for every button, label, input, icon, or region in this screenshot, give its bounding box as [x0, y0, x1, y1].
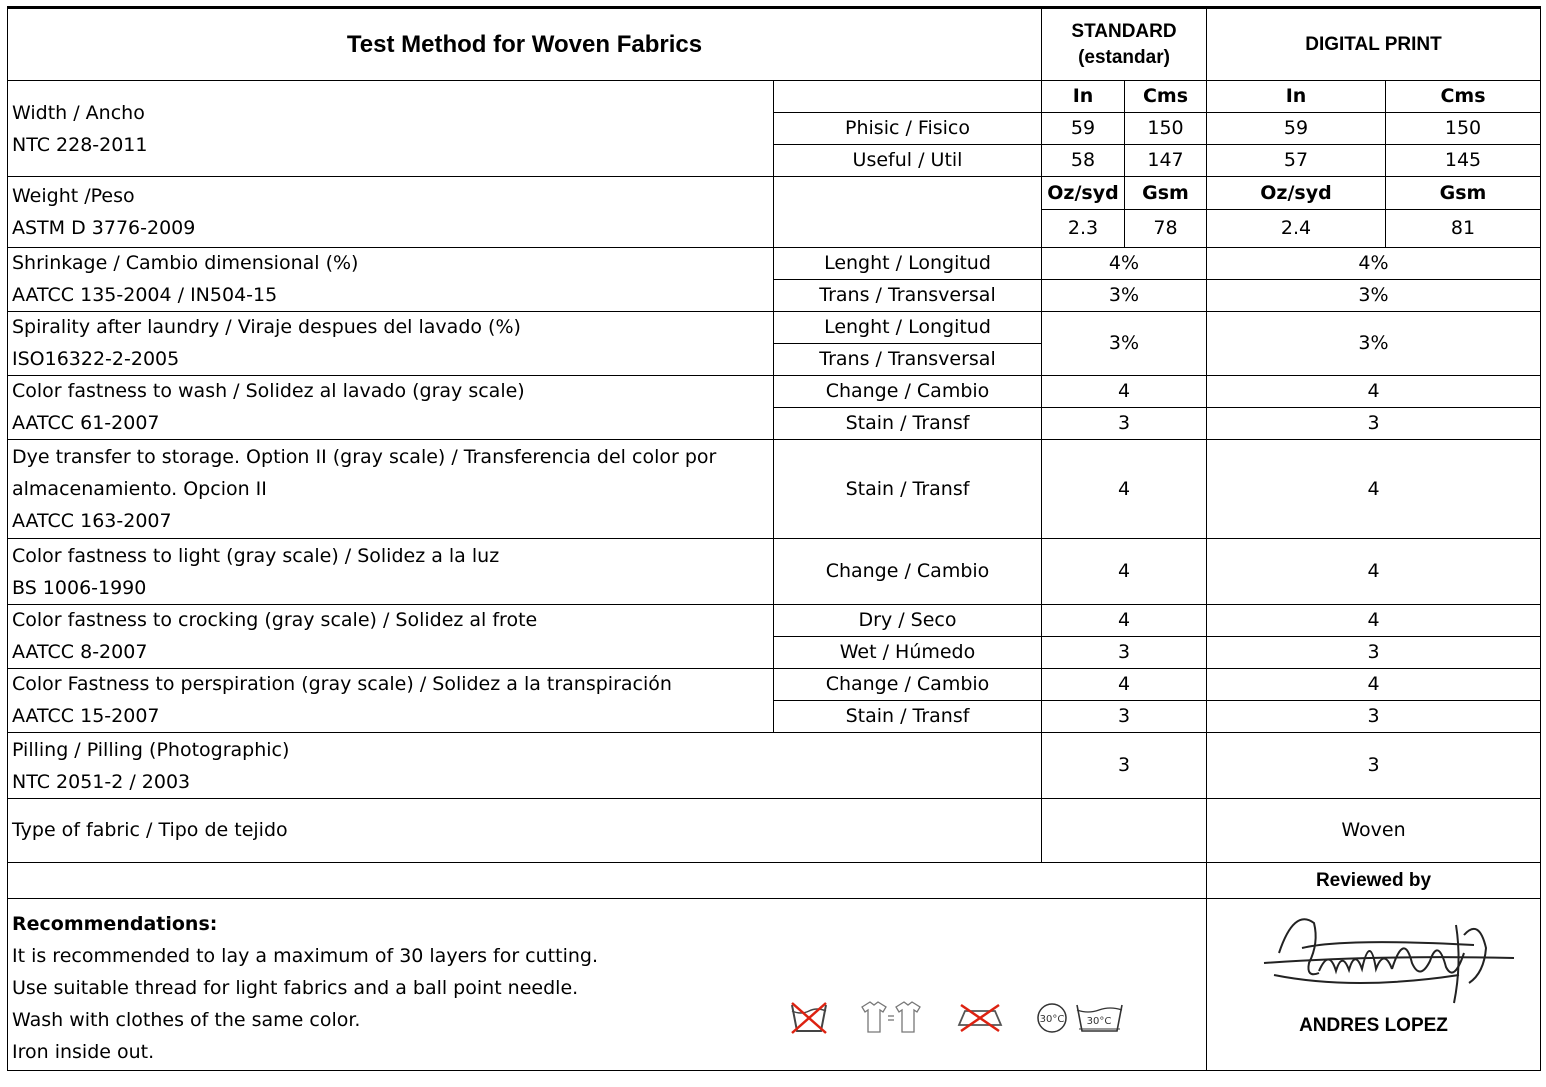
reviewer-name: ANDRES LOPEZ [1299, 1015, 1448, 1036]
shrinkage-length-dig: 4% [1207, 248, 1541, 280]
fabric-type-row [8, 799, 1541, 863]
spirality-row-1 [8, 312, 1541, 344]
width-phisic-dig-cms: 150 [1386, 113, 1541, 145]
wash-method: AATCC 61-2007 [8, 408, 774, 440]
crocking-row-1 [8, 605, 1541, 637]
weight-std-gsm: 78 [1125, 210, 1207, 248]
shrinkage-trans-std: 3% [1042, 280, 1207, 312]
dye-label-line2: almacenamiento. Opcion II [12, 478, 267, 500]
dye-row [8, 440, 1541, 539]
perspiration-label: Color Fastness to perspiration (gray scale) / Solidez a la transpiración [8, 669, 774, 701]
standard-header-line1: STANDARD [1071, 20, 1177, 42]
crocking-wet-name: Wet / Húmedo [774, 637, 1042, 669]
perspiration-stain-std: 3 [1042, 701, 1207, 733]
pilling-method: NTC 2051-2 / 2003 [12, 770, 191, 793]
spirality-length-name: Lenght / Longitud [774, 312, 1042, 344]
shrinkage-row-1 [8, 248, 1541, 280]
wash-row-1 [8, 376, 1541, 408]
light-method: BS 1006-1990 [12, 576, 147, 599]
weight-method: ASTM D 3776-2009 [12, 217, 196, 239]
width-label: Width / Ancho [12, 101, 145, 124]
width-useful-dig-in: 57 [1207, 145, 1386, 177]
perspiration-change-std: 4 [1042, 669, 1207, 701]
dig-unit-oz: Oz/syd [1207, 177, 1386, 210]
do-not-iron-icon [955, 999, 1005, 1040]
shrinkage-length-name: Lenght / Longitud [774, 248, 1042, 280]
std-unit-cms: Cms [1125, 81, 1207, 113]
width-useful-std-cms: 147 [1125, 145, 1207, 177]
crocking-dry-name: Dry / Seco [774, 605, 1042, 637]
wash-30c-icon [1035, 999, 1125, 1040]
perspiration-stain-dig: 3 [1207, 701, 1541, 733]
width-phisic-dig-in: 59 [1207, 113, 1386, 145]
width-units-row [8, 81, 1541, 113]
crocking-dry-std: 4 [1042, 605, 1207, 637]
pilling-row [8, 733, 1541, 799]
width-useful-dig-cms: 145 [1386, 145, 1541, 177]
shrinkage-trans-name: Trans / Transversal [774, 280, 1042, 312]
temp-label-basin: 30°C [1086, 1016, 1112, 1027]
dye-method: AATCC 163-2007 [12, 510, 172, 532]
fabric-type-label: Type of fabric / Tipo de tejido [8, 799, 1042, 863]
shrinkage-length-std: 4% [1042, 248, 1207, 280]
width-method: NTC 228-2011 [12, 133, 148, 156]
light-change-name: Change / Cambio [774, 539, 1042, 605]
pilling-dig: 3 [1207, 733, 1541, 799]
crocking-dry-dig: 4 [1207, 605, 1541, 637]
spirality-method: ISO16322-2-2005 [8, 344, 774, 376]
std-unit-in: In [1042, 81, 1125, 113]
shrinkage-label: Shrinkage / Cambio dimensional (%) [8, 248, 774, 280]
perspiration-row-2 [8, 701, 1541, 733]
wash-stain-dig: 3 [1207, 408, 1541, 440]
width-empty-cell [774, 81, 1042, 113]
light-label-cell [8, 539, 774, 605]
weight-std-oz: 2.3 [1042, 210, 1125, 248]
perspiration-stain-name: Stain / Transf [774, 701, 1042, 733]
recommendations-row [8, 899, 1541, 1071]
perspiration-method: AATCC 15-2007 [8, 701, 774, 733]
crocking-row-2 [8, 637, 1541, 669]
wash-change-std: 4 [1042, 376, 1207, 408]
spec-table [7, 6, 1541, 1071]
do-not-wash-icon [789, 999, 829, 1040]
signature-image [1224, 903, 1524, 1013]
standard-header-line2: (estandar) [1078, 46, 1170, 68]
fabric-type-std [1042, 799, 1207, 863]
spirality-label: Spirality after laundry / Viraje despues del lavado (%) [8, 312, 774, 344]
light-dig: 4 [1207, 539, 1541, 605]
dig-unit-cms: Cms [1386, 81, 1541, 113]
spirality-dig: 3% [1207, 312, 1541, 376]
dig-unit-gsm: Gsm [1386, 177, 1541, 210]
shrinkage-method: AATCC 135-2004 / IN504-15 [8, 280, 774, 312]
crocking-label: Color fastness to crocking (gray scale) / Solidez al frote [8, 605, 774, 637]
signature-cell [1207, 899, 1541, 1071]
dig-unit-in: In [1207, 81, 1386, 113]
spirality-std: 3% [1042, 312, 1207, 376]
header-row [8, 8, 1541, 81]
std-unit-gsm: Gsm [1125, 177, 1207, 210]
spirality-trans-name: Trans / Transversal [774, 344, 1042, 376]
weight-label: Weight /Peso [12, 185, 135, 207]
wash-change-name: Change / Cambio [774, 376, 1042, 408]
width-phisic-std-cms: 150 [1125, 113, 1207, 145]
perspiration-change-dig: 4 [1207, 669, 1541, 701]
shrinkage-row-2 [8, 280, 1541, 312]
review-header-row [8, 863, 1541, 899]
dye-stain-name: Stain / Transf [774, 440, 1042, 539]
weight-label-cell [8, 177, 774, 248]
light-std: 4 [1042, 539, 1207, 605]
dye-dig: 4 [1207, 440, 1541, 539]
shrinkage-trans-dig: 3% [1207, 280, 1541, 312]
pilling-label: Pilling / Pilling (Photographic) [12, 738, 290, 761]
wash-change-dig: 4 [1207, 376, 1541, 408]
width-phisic-std-in: 59 [1042, 113, 1125, 145]
wash-label: Color fastness to wash / Solidez al lavado (gray scale) [8, 376, 774, 408]
pilling-label-cell [8, 733, 1042, 799]
review-spacer-cell [8, 863, 1207, 899]
weight-empty-cell [774, 177, 1042, 248]
weight-units-row [8, 177, 1541, 210]
wash-stain-std: 3 [1042, 408, 1207, 440]
reviewed-by-label: Reviewed by [1207, 863, 1541, 899]
wash-with-like-colors-icon [859, 999, 925, 1040]
page-title: Test Method for Woven Fabrics [8, 8, 1042, 81]
wash-row-2 [8, 408, 1541, 440]
standard-column-header [1042, 8, 1207, 81]
pilling-std: 3 [1042, 733, 1207, 799]
crocking-wet-dig: 3 [1207, 637, 1541, 669]
dye-std: 4 [1042, 440, 1207, 539]
fabric-type-dig: Woven [1207, 799, 1541, 863]
std-unit-oz: Oz/syd [1042, 177, 1125, 210]
recommendation-line-3: Wash with clothes of the same color. [12, 1009, 361, 1031]
light-row [8, 539, 1541, 605]
crocking-method: AATCC 8-2007 [8, 637, 774, 669]
recommendation-line-1: It is recommended to lay a maximum of 30 layers for cutting. [12, 945, 598, 967]
perspiration-row-1 [8, 669, 1541, 701]
wash-stain-name: Stain / Transf [774, 408, 1042, 440]
recommendation-line-2: Use suitable thread for light fabrics and a ball point needle. [12, 977, 579, 999]
perspiration-change-name: Change / Cambio [774, 669, 1042, 701]
temp-label-circle: 30°C [1039, 1014, 1065, 1025]
weight-dig-gsm: 81 [1386, 210, 1541, 248]
care-icons [789, 999, 1125, 1040]
weight-dig-oz: 2.4 [1207, 210, 1386, 248]
dye-label-line1: Dye transfer to storage. Option II (gray scale) / Transferencia del color por [12, 446, 717, 468]
dye-label-cell [8, 440, 774, 539]
digital-column-header: DIGITAL PRINT [1207, 8, 1541, 81]
width-useful-std-in: 58 [1042, 145, 1125, 177]
width-label-cell [8, 81, 774, 177]
recommendation-line-4: Iron inside out. [12, 1041, 155, 1063]
width-useful-name: Useful / Util [774, 145, 1042, 177]
width-phisic-name: Phisic / Fisico [774, 113, 1042, 145]
recommendations-heading: Recommendations: [12, 913, 218, 935]
recommendations-cell [8, 899, 1207, 1071]
light-label: Color fastness to light (gray scale) / Solidez a la luz [12, 544, 500, 567]
crocking-wet-std: 3 [1042, 637, 1207, 669]
